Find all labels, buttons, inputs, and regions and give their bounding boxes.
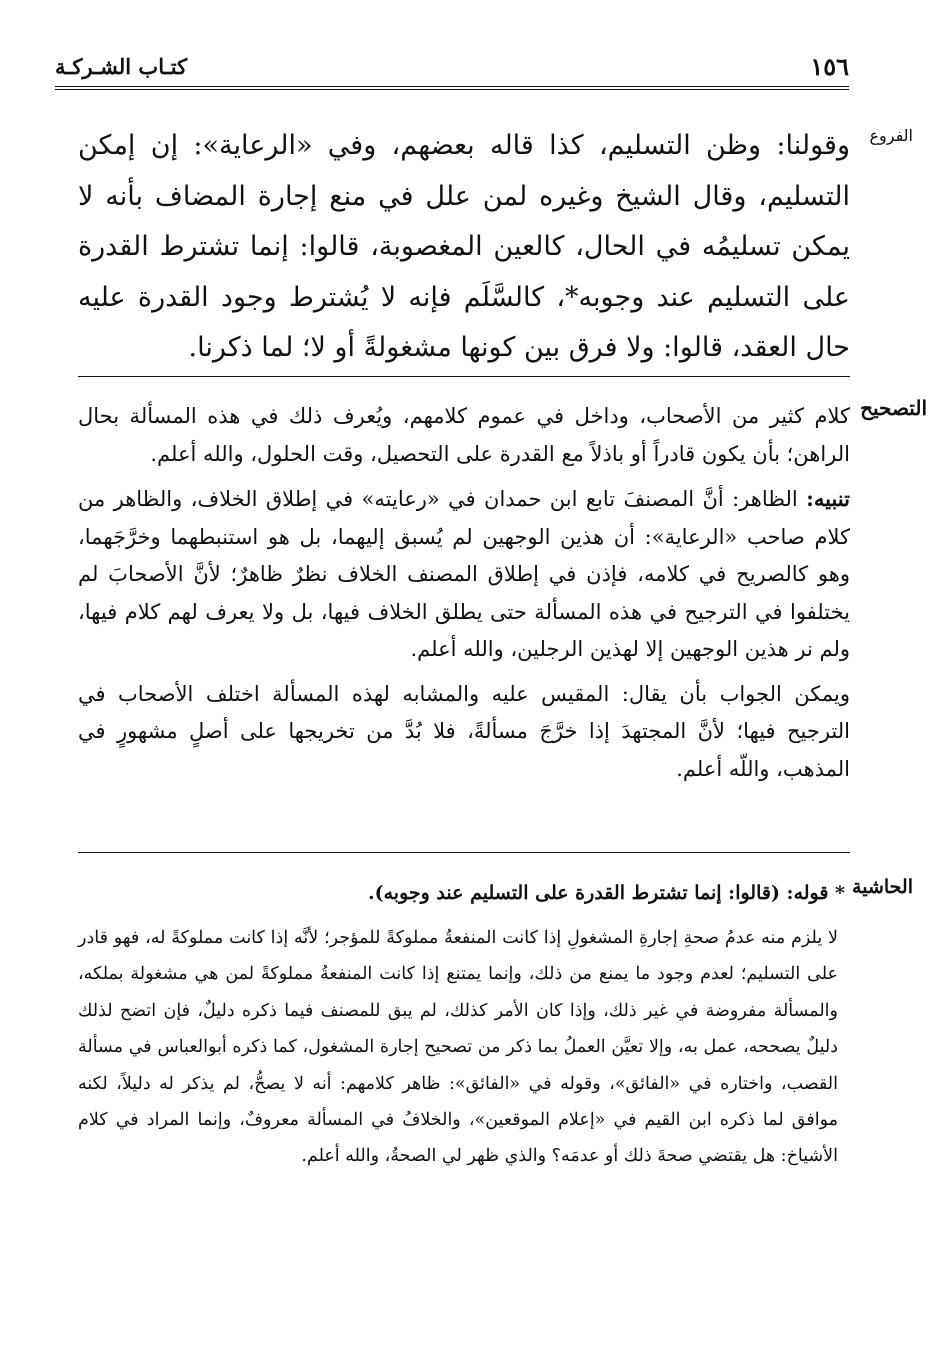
tanbih-text: الظاهر: أنَّ المصنفَ تابع ابن حمدان في «رعايته» في إطلاق الخلاف، والظاهر من كلام صاحب «الرعاية»: أن هذين الوجهين لم يُسبق إليهما، بل هو استنبطهما وخرَّجَهما، وهو كالصريح في كلامه، فإذن في إطلاق المصنف الخلاف نظرٌ ظاهرٌ؛ لأنَّ الأصحابَ لم يختلفوا في الترجيح في هذه المسألة حتى يطلق الخلاف فيها، بل ولا يعرف لهم كلام فيها، ولم نر هذين الوجهين إلا لهذين الرجلين، والله أعلم.	[78, 487, 850, 661]
section-label-furu: الفروع	[869, 126, 913, 145]
page-number: ١٥٦	[810, 52, 849, 81]
tashih-paragraph-1: كلام كثير من الأصحاب، وداخل في عموم كلامهم، ويُعرف ذلك في هذه المسألة بحال الراهن؛ بأن يكون قادراً أو باذلاً مع القدرة على التحصيل، وقت الحلول، والله أعلم.	[78, 404, 850, 466]
hashiya-heading: * قوله: (قالوا: إنما تشترط القدرة على التسليم عند وجوبه).	[367, 882, 845, 904]
tashih-text	[78, 398, 850, 788]
page-header	[55, 50, 849, 86]
header-divider	[55, 86, 849, 90]
furu-paragraph: وقولنا: وظن التسليم، كذا قاله بعضهم، وفي «الرعاية»: إن إمكن التسليم، وقال الشيخ وغيره لمن علل في منع إجارة المضاف بأنه لا يمكن تسليمُه في الحال، كالعين المغصوبة، قالوا: إنما تشترط القدرة على التسليم عند وجوبه*، كالسَّلَم فإنه لا يُشترط وجود القدرة عليه حال العقد، قالوا: ولا فرق بين كونها مشغولةً أو لا؛ لما ذكرنا.	[78, 130, 850, 363]
hashiya-paragraph: لا يلزم منه عدمُ صحةِ إجارةِ المشغولِ إذا كانت المنفعةُ مملوكةً للمؤجر؛ لأنَّه إذا كانت مملوكةً له، فهو قادر على التسليم؛ لعدم وجود ما يمنع من ذلك، وإنما يمتنع إذا كانت المنفعةُ مملوكةً لمن هي مشغولة بملكه، والمسألة مفروضة في غير ذلك، وإذا كان الأمر كذلك، لم يبق للمصنف فيما ذكره دليلٌ، فإن اتضح لذلك دليلٌ يصححه، عمل به، وإلا تعيَّن العملُ بما ذكر من تصحيح إجارة المشغول، كما ذكره أبوالعباس في مسألة القصب، واختاره في «الفائق»، وقوله في «الفائق»: ظاهر كلامهم: أنه لا يصحُّ، لم يذكر له دليلاً، لكنه موافق لما ذكره ابن القيم في «إعلام الموقعين»، والخلافُ في المسألة معروفٌ، وإنما المراد في كلام الأشياخ: هل يقتضي صحةَ ذلك أو عدمَه؟ والذي ظهر لي الصحةُ، والله أعلم.	[78, 928, 838, 1167]
section-label-hashiya: الحاشية	[852, 876, 913, 898]
hashiya-text	[78, 920, 838, 1175]
tashih-paragraph-2	[78, 480, 850, 669]
furu-main-text	[78, 121, 850, 374]
section-divider-1	[78, 376, 850, 377]
tashih-paragraph-3: ويمكن الجواب بأن يقال: المقيس عليه والمشابه لهذه المسألة اختلف الأصحاب في الترجيح فيها؛ لأنَّ المجتهدَ إذا خرَّجَ مسألةً، فلا بُدَّ من تخريجها على أصلٍ مشهورٍ في المذهب، واللّه أعلم.	[78, 681, 850, 781]
running-head-title: كتـاب الشـركـة	[55, 54, 188, 79]
tanbih-label: تنبيه:	[806, 486, 850, 511]
section-label-tashih: التصحيح	[860, 396, 927, 420]
section-divider-2	[78, 852, 850, 853]
